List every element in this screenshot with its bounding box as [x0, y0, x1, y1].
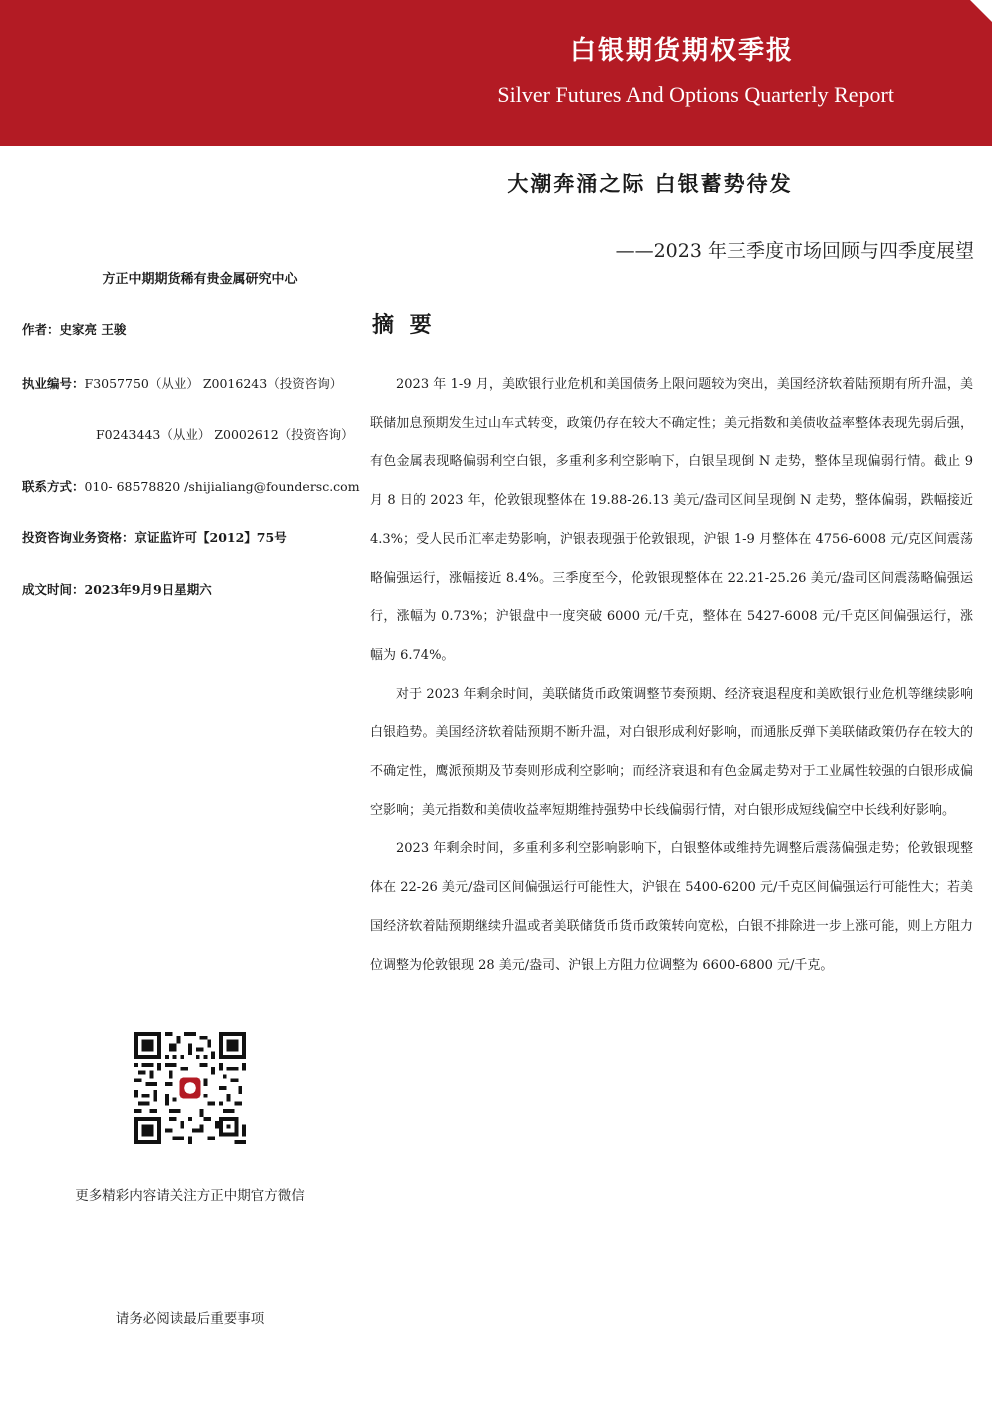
research-center-name: 方正中期期货稀有贵金属研究中心	[102, 272, 298, 287]
report-subheadline: ——2023 年三季度市场回顾与四季度展望	[615, 240, 974, 262]
date-label: 成文时间：	[22, 582, 85, 597]
license-value-2: F0243443（从业） Z0002612（投资咨询）	[96, 427, 354, 442]
author-value: 史家亮 王骏	[59, 322, 127, 337]
license-row-2	[96, 425, 354, 443]
license-row-1	[22, 374, 342, 392]
abstract-body	[370, 366, 973, 985]
qualification-row	[22, 528, 287, 546]
author-label: 作者：	[22, 322, 60, 337]
read-disclaimer-note: 请务必阅读最后重要事项	[115, 1311, 265, 1327]
report-banner	[0, 0, 992, 146]
contact-value[interactable]: 010- 68578820 /shijialiang@foundersc.com	[84, 479, 360, 494]
abstract-paragraph: 对于 2023 年剩余时间，美联储货币政策调整节奏预期、经济衰退程度和美欧银行业危机等继续影响白银趋势。美国经济软着陆预期不断升温，对白银形成利好影响，而通胀反弹下美联储政策仍存在较大的不确定性，鹰派预期及节奏则形成利空影响；而经济衰退和有色金属走势对于工业属性较强的白银形成偏空影响；美元指数和美债收益率短期维持强势中长线偏弱行情，对白银形成短线偏空中长线利好影响。	[370, 686, 973, 818]
qr-caption: 更多精彩内容请关注方正中期官方微信	[75, 1188, 305, 1204]
banner-corner-notch	[970, 0, 992, 22]
qualification-value: 京证监许可【2012】75号	[134, 530, 287, 545]
abstract-paragraph: 2023 年剩余时间，多重利多利空影响影响下，白银整体或维持先调整后震荡偏强走势；伦敦银现整体在 22-26 美元/盎司区间偏强运行可能性大，沪银在 5400-6200 元/千克区间偏强运行可能性大；若美国经济软着陆预期继续升温或者美联储货币货币政策转向宽松，白银不排除进一步上涨可能，则上方阻力位调整为伦敦银现 28 美元/盎司、沪银上方阻力位调整为 6600-6800 元/千克。	[370, 841, 973, 973]
qualification-label: 投资咨询业务资格：	[22, 530, 135, 545]
date-value: 2023年9月9日星期六	[84, 582, 212, 597]
abstract-heading: 摘 要	[372, 312, 436, 338]
abstract-paragraph: 2023 年 1-9 月，美欧银行业危机和美国债务上限问题较为突出，美国经济软着陆预期有所升温，美联储加息预期发生过山车式转变，政策仍存在较大不确定性；美元指数和美债收益率整体表现先弱后强，有色金属表现略偏弱利空白银，多重利多利空影响下，白银呈现倒 N 走势，整体呈现偏弱行情。截止 9 月 8 日的 2023 年，伦敦银现整体在 19.88-26.13 美元/盎司区间呈现倒 N 走势，整体偏弱，跌幅接近 4.3%；受人民币汇率走势影响，沪银表现强于伦敦银现，沪银 1-9 月整体在 4756-6008 元/克区间震荡略偏强运行，涨幅接近 8.4%。三季度至今，伦敦银现整体在 22.21-25.26 美元/盎司区间震荡略偏强运行，涨幅为 0.73%；沪银盘中一度突破 6000 元/千克，整体在 5427-6008 元/千克区间偏强运行，涨幅为 6.74%。	[370, 377, 973, 663]
report-title-cn: 白银期货期权季报	[569, 36, 794, 66]
contact-label: 联系方式：	[22, 479, 85, 494]
author-row	[22, 320, 126, 338]
license-value-1: F3057750（从业） Z0016243（投资咨询）	[84, 376, 343, 391]
contact-row	[22, 477, 360, 495]
date-row	[22, 580, 212, 598]
license-label: 执业编号：	[22, 376, 85, 391]
wechat-qr-code[interactable]	[134, 1032, 246, 1144]
report-title-en: Silver Futures And Options Quarterly Report	[497, 82, 894, 107]
report-headline: 大潮奔涌之际 白银蓄势待发	[507, 171, 793, 196]
